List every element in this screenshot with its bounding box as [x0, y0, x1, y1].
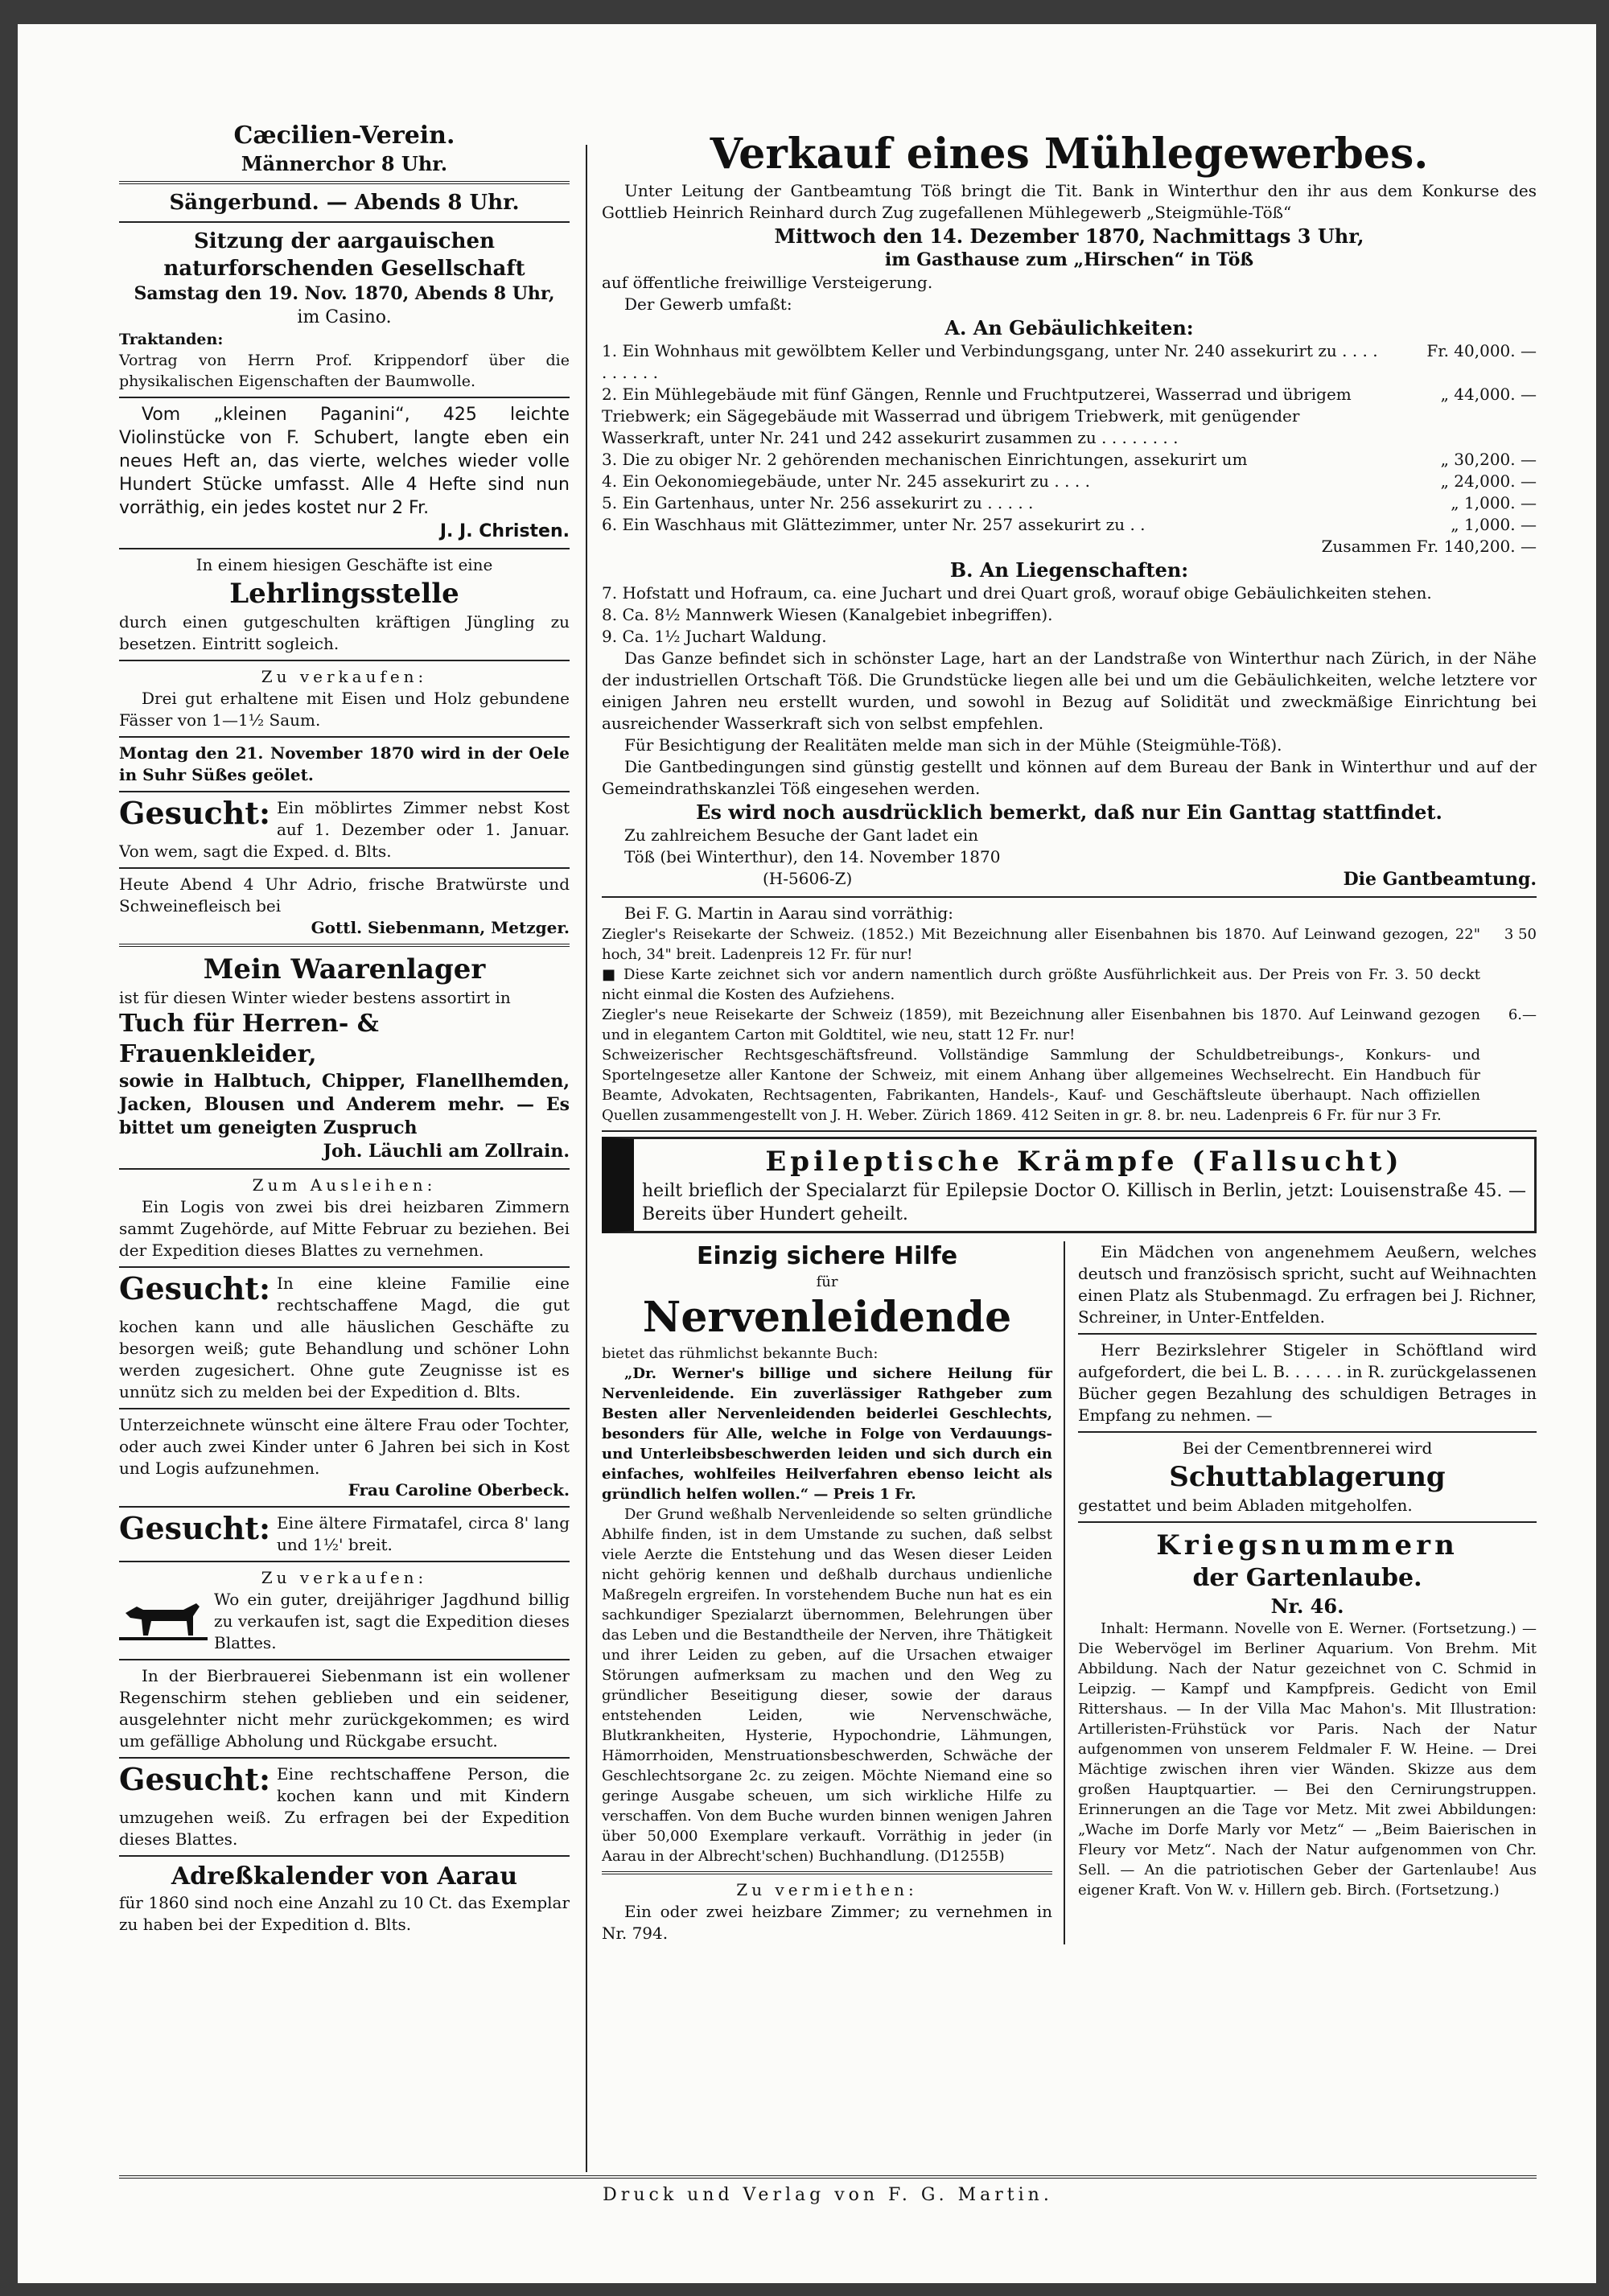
building-item	[602, 340, 1537, 384]
ausleihen-heading: Zum Ausleihen:	[252, 1175, 437, 1195]
sitzung-title: Sitzung der aargauischen naturforschenden Gesellschaft	[163, 229, 525, 281]
verkauf-notice: Es wird noch ausdrücklich bemerkt, daß nur Ein Ganttag stattfindet.	[696, 800, 1442, 824]
property-item: 8. Ca. 8½ Mannwerk Wiesen (Kanalgebiet inbegriffen).	[602, 605, 1053, 624]
krieg-subtitle: der Gartenlaube.	[1192, 1564, 1422, 1592]
building-item-text: 5. Ein Gartenhaus, unter Nr. 256 assekurirt zu . . . . .	[602, 493, 1034, 512]
property-item: 9. Ca. 1½ Juchart Waldung.	[602, 627, 827, 646]
ausleihen-text: Ein Logis von zwei bis drei heizbaren Zimmern sammt Zugehörde, auf Mitte Februar zu beziehen. Bei der Expedition dieses Blattes zu vernehmen.	[119, 1197, 570, 1260]
adrio-signature: Gottl. Siebenmann, Metzger.	[311, 918, 570, 937]
waarenlager-text2: sowie in Halbtuch, Chipper, Flanellhemden, Jacken, Blousen und Anderem mehr. — Es bittet um geneigten Zuspruch	[119, 1071, 570, 1138]
zusammen-total: Zusammen Fr. 140,200. —	[1321, 537, 1537, 556]
building-item	[602, 514, 1537, 536]
building-item-text: 6. Ein Waschhaus mit Glättezimmer, unter Nr. 257 assekurirt zu . .	[602, 515, 1146, 534]
adresskalender-text: für 1860 sind noch eine Anzahl zu 10 Ct. das Exemplar zu haben bei der Expedition d. Blts.	[119, 1893, 570, 1934]
schutt-text: gestattet und beim Abladen mitgeholfen.	[1078, 1496, 1413, 1515]
divider	[119, 2175, 1537, 2179]
martin-list	[602, 924, 1537, 1125]
sitzung-ad	[119, 228, 570, 392]
book-item-text: Schweizerischer Rechtsgeschäftsfreund. Vollständige Sammlung der Schuldbetreibungs-, Konkurs- und Sportelngesetze aller Kantone der Schweiz, mit einem Anhang über allgemeines Wechselrecht. Ein Handbuch für Beamte, Advokaten, Rechtsagenten, Fabrikanten, Handels-, Kauf- und Geschäftsleute überhaupt. Nach offiziellen Quellen zusammengestellt von J. H. Weber. Zürich 1869. 412 Seiten in gr. 8. br. neu. Ladenpreis 6 Fr. für nur 3 Fr.	[602, 1047, 1480, 1124]
verkauf-body1: Das Ganze befindet sich in schönster Lage, hart an der Landstraße von Winterthur nach Zürich, in der Nähe der industriellen Ortschaft Töß. Die Grundstücke liegen alle bei und um die Gebäulichkeiten, welche letztere vor einigen Jahren neu erstellt wurden, und sowohl in Bezug auf Solidität und zweckmäßige Einrichtung bei ausreichender Wasserkraft sich von selbst empfehlen.	[602, 648, 1537, 733]
divider	[119, 1855, 570, 1857]
building-item-amount: „ 30,200. —	[1440, 450, 1537, 469]
divider	[119, 791, 570, 792]
building-item	[602, 449, 1537, 471]
book-item-text: Ziegler's Reisekarte der Schweiz. (1852.) Mit Bezeichnung aller Eisenbahnen bis 1870. Auf Leinwand gezogen, 22" hoch, 34" breit. Ladenpreis 12 Fr. für nur!	[602, 926, 1480, 963]
adrio-text: Heute Abend 4 Uhr Adrio, frische Bratwürste und Schweinefleisch bei	[119, 874, 570, 916]
divider	[119, 1757, 570, 1759]
book-item-price	[1480, 965, 1537, 1005]
verkauf-umfasst: Der Gewerb umfaßt:	[624, 294, 792, 314]
divider	[1078, 1333, 1537, 1335]
waarenlager-text1: ist für diesen Winter wieder bestens assortirt in	[119, 988, 511, 1007]
caecilien-title: Cæcilien-Verein.	[233, 121, 455, 150]
building-item-text: 2. Ein Mühlegebäude mit fünf Gängen, Rennle und Fruchtputzerei, Wasserrad und übrigem Triebwerk; ein Sägegebäude mit Wasserrad und übrigem Triebwerk, mit genügender Wasserkraft, unter Nr. 241 und 242 assekurirt zusammen zu . . . . . . . .	[602, 385, 1352, 447]
left-column	[119, 97, 570, 1936]
krieg-number: Nr. 46.	[1270, 1594, 1344, 1618]
vermiethen-heading: Zu vermiethen:	[736, 1880, 918, 1899]
verkauf-footer-row	[602, 868, 1537, 891]
divider	[119, 660, 570, 661]
faesser-text: Drei gut erhaltene mit Eisen und Holz gebundene Fässer von 1—1½ Saum.	[119, 689, 570, 730]
lehrling-title: Lehrlingsstelle	[229, 578, 459, 610]
gesucht-label: Gesucht:	[119, 1512, 270, 1546]
right-column	[602, 97, 1537, 1944]
book-item-text: ■ Diese Karte zeichnet sich vor andern namentlich durch größte Ausführlichkeit aus. Der Preis von Fr. 3. 50 deckt nicht einmal die Kosten des Aufziehens.	[602, 966, 1480, 1003]
lower-right-section	[602, 1241, 1537, 1944]
regenschirm-ad: In der Bierbrauerei Siebenmann ist ein wollener Regenschirm stehen geblieben und ein seidener, ausgelehnter nicht mehr zurückgekommen; es wird um gefällige Abholung und Rückgabe ersucht.	[119, 1666, 570, 1751]
nerven-ad	[602, 1241, 1052, 1866]
lehrling-text: durch einen gutgeschulten kräftigen Jüngling zu besetzen. Eintritt sogleich.	[119, 612, 570, 653]
column-divider	[586, 145, 587, 2172]
book-item	[602, 924, 1537, 965]
epilepsie-title: Epileptische Krämpfe (Fallsucht)	[765, 1146, 1403, 1178]
adresskalender-title: Adreßkalender von Aarau	[171, 1862, 518, 1891]
oberbeck-ad	[119, 1414, 570, 1501]
jagdhund-text: Wo ein guter, dreijähriger Jagdhund billig zu verkaufen ist, sagt die Expedition dieses Blattes.	[214, 1590, 570, 1652]
misc-column	[1065, 1241, 1537, 1944]
verkauf-place-date: Töß (bei Winterthur), den 14. November 1870	[624, 847, 1001, 866]
verkauf-code: (H-5606-Z)	[763, 869, 853, 888]
gesucht-firmatafel-text: Eine ältere Firmatafel, circa 8' lang und 1½' breit.	[277, 1513, 570, 1554]
book-item-price: 3 50	[1504, 926, 1537, 943]
divider	[1078, 1431, 1537, 1433]
gesucht-zimmer-ad	[119, 797, 570, 862]
adrio-ad	[119, 874, 570, 939]
traktanden-text: Vortrag von Herrn Prof. Krippendorf über die physikalischen Eigenschaften der Baumwolle.	[119, 352, 570, 390]
building-item-amount: „ 44,000. —	[1440, 385, 1537, 404]
page-footer	[119, 2171, 1537, 2207]
traktanden-label: Traktanden:	[119, 331, 224, 348]
schutt-title: Schuttablagerung	[1169, 1461, 1446, 1493]
building-item-amount: „ 1,000. —	[1451, 515, 1537, 534]
book-item-price: 6.—	[1508, 1006, 1537, 1023]
adresskalender-ad	[119, 1862, 570, 1936]
verkauf-versteigerung: auf öffentliche freiwillige Versteigerung.	[602, 273, 933, 292]
waarenlager-big: Tuch für Herren- & Frauenkleider,	[119, 1010, 379, 1068]
divider	[1078, 1521, 1537, 1523]
sitzung-place: im Casino.	[297, 307, 392, 327]
book-item	[602, 1045, 1537, 1125]
divider	[119, 181, 570, 184]
divider	[119, 1561, 570, 1562]
verkaufen-heading: Zu verkaufen:	[261, 1568, 428, 1587]
divider	[119, 1168, 570, 1170]
gesucht-person-text: Eine rechtschaffene Person, die kochen kann und mit Kindern umzugehen weiß. Zu erfragen bei der Expedition dieses Blattes.	[119, 1764, 570, 1849]
gesucht-firmatafel-ad	[119, 1512, 570, 1556]
divider	[119, 548, 570, 549]
building-list	[602, 340, 1537, 536]
caecilien-sub: Männerchor 8 Uhr.	[241, 152, 448, 175]
krieg-text: Inhalt: Hermann. Novelle von E. Werner. (Fortsetzung.) — Die Webervögel im Berliner Aquarium. Von Brehm. Mit Abbildung. Nach der Natur gezeichnet von C. Schmid in Leipzig. — Kampf und Kampfpreis. Gedicht von Emil Rittershaus. — In der Villa Mac Mahon's. Mit Illustration: Artilleristen-Frühstück vor Paris. Nach der Natur aufgenommen von unserem Feldmaler F. W. Heine. — Drei Mächtige zwischen ihren vier Wänden. Skizze aus dem großen Hauptquartier. — Bei den Cernirungstruppen. Erinnerungen an die Tage vor Metz. Mit zwei Abbildungen: „Wache im Dorfe Marly vor Metz“ — „Beim Baierischen in Fleury vor Metz“. Nach der Natur aufgenommen von Chr. Sell. — An die patriotischen Geber der Gartenlaube! Aus eigener Kraft. Von W. v. Hillern geb. Birch. (Fortsetzung.)	[1078, 1620, 1537, 1899]
verkauf-place: im Gasthause zum „Hirschen“ in Töß	[884, 249, 1254, 270]
verkauf-invite: Zu zahlreichem Besuche der Gant ladet ein	[624, 825, 979, 845]
ausleihen-ad	[119, 1175, 570, 1261]
nerven-title: Nervenleidende	[642, 1293, 1012, 1342]
divider	[119, 1266, 570, 1268]
nerven-heading: Einzig sichere Hilfe	[696, 1242, 958, 1270]
nerven-intro: bietet das rühmlichst bekannte Buch:	[602, 1345, 879, 1362]
divider	[119, 944, 570, 947]
divider	[119, 736, 570, 738]
divider	[119, 1506, 570, 1508]
building-item-text: 3. Die zu obiger Nr. 2 gehörenden mechanischen Einrichtungen, assekurirt um	[602, 450, 1248, 469]
vermiethen-text: Ein oder zwei heizbare Zimmer; zu vernehmen in Nr. 794.	[602, 1902, 1052, 1943]
paganini-signature: J. J. Christen.	[439, 521, 570, 541]
waarenlager-signature: Joh. Läuchli am Zollrain.	[323, 1141, 570, 1162]
building-item-text: 4. Ein Oekonomiegebäude, unter Nr. 245 assekurirt zu . . . .	[602, 471, 1090, 491]
schutt-intro: Bei der Cementbrennerei wird	[1182, 1438, 1433, 1458]
vermiethen-ad	[602, 1879, 1052, 1944]
gesucht-label: Gesucht:	[119, 1763, 270, 1797]
divider	[119, 867, 570, 869]
martin-ad	[602, 903, 1537, 1125]
verkaufen-heading: Zu verkaufen:	[261, 667, 428, 686]
gesucht-zimmer-text: Ein möblirtes Zimmer nebst Kost auf 1. Dezember oder 1. Januar. Von wem, sagt die Exped. d. Blts.	[119, 798, 570, 861]
verkauf-ad	[602, 129, 1537, 891]
waarenlager-title: Mein Waarenlager	[203, 953, 486, 985]
verkauf-body3: Die Gantbedingungen sind günstig gestellt und können auf dem Bureau der Bank in Winterthur und auf der Gemeindrathskanzlei Töß eingesehen werden.	[602, 757, 1537, 798]
verkauf-intro: Unter Leitung der Gantbeamtung Töß bringt die Tit. Bank in Winterthur den ihr aus dem Konkurse des Gottlieb Heinrich Reinhard durch Zug zugefallenen Mühlegewerb „Steigmühle-Töß“	[602, 181, 1537, 222]
saengerbund-ad: Sängerbund. — Abends 8 Uhr.	[169, 191, 520, 215]
krieg-title: Kriegsnummern	[1156, 1529, 1459, 1562]
gesucht-label: Gesucht:	[119, 797, 270, 831]
divider	[119, 1408, 570, 1409]
divider	[602, 896, 1537, 898]
gesucht-magd-text: In eine kleine Familie eine rechtschaffene Magd, die gut kochen kann und alle häuslichen Geschäfte zu besorgen weiß; gute Behandlung und schöner Lohn werden zugesichert. Ohne gute Zeugnisse ist es unnütz sich zu melden bei der Expedition d. Blts.	[119, 1273, 570, 1401]
verkauf-signature: Die Gantbeamtung.	[1343, 869, 1537, 890]
maedchen-ad: Ein Mädchen von angenehmem Aeußern, welches deutsch und französisch spricht, sucht auf Weihnachten einen Platz als Stubenmagd. Zu erfragen bei J. Richner, Schreiner, in Unter-Entfelden.	[1078, 1242, 1537, 1327]
divider	[602, 1871, 1052, 1874]
verkauf-title: Verkauf eines Mühlegewerbes.	[710, 130, 1429, 179]
epilepsie-ad	[602, 1137, 1537, 1233]
gesucht-magd-ad	[119, 1273, 570, 1403]
newspaper-page	[18, 24, 1596, 2283]
property-item: 7. Hofstatt und Hofraum, ca. eine Juchart und drei Quart groß, worauf obige Gebäulichkeiten stehen.	[602, 583, 1432, 603]
building-item	[602, 492, 1537, 514]
krieg-ad	[1078, 1528, 1537, 1900]
building-item-amount: „ 1,000. —	[1451, 493, 1537, 512]
building-item-text: 1. Ein Wohnhaus mit gewölbtem Keller und Verbindungsgang, unter Nr. 240 assekurirt zu . . . . . . . . . .	[602, 341, 1378, 382]
book-item	[602, 965, 1537, 1005]
nerven-body: Der Grund weßhalb Nervenleidende so selten gründliche Abhilfe finden, ist in dem Umstande zu suchen, daß selbst viele Aerzte die Entstehung und das Wesen dieser Leiden nicht gehörig kennen und deßhalb durchaus undienliche Maßregeln ergreifen. In vorstehendem Buche nun hat es ein sachkundiger Spezialarzt übernommen, Belehrungen über das Leben und die Bestandtheile der Nerven, ihre Thätigkeit und ihrer Leiden zu geben, auf die Ursachen etwaiger Störungen aufmerksam zu machen und den Weg zu gründlicher Beseitigung dieser, sowie der daraus entstehenden Leiden, wie Nervenschwäche, Blutkrankheiten, Hysterie, Hypochondrie, Lähmungen, Hämorrhoiden, Menstruationsbeschwerden, Schwäche der Geschlechtsorgane 2c. zu zeigen. Möchte Niemand eine so geringe Ausgabe scheuen, um sich wirkliche Hilfe zu verschaffen. Von dem Buche wurden binnen wenigen Jahren über 50,000 Exemplare verkauft. Vorräthig in jeder (in Aarau in der Albrecht'schen) Buchhandlung. (D1255B)	[602, 1506, 1052, 1865]
divider	[602, 1130, 1537, 1132]
divider	[119, 221, 570, 223]
faesser-ad	[119, 666, 570, 731]
martin-intro: Bei F. G. Martin in Aarau sind vorräthig:	[624, 903, 954, 923]
gesucht-label: Gesucht:	[119, 1273, 270, 1306]
building-item	[602, 471, 1537, 492]
divider	[119, 1659, 570, 1660]
montag-ad: Montag den 21. November 1870 wird in der Oele in Suhr Süßes geölet.	[119, 743, 570, 784]
sitzung-date: Samstag den 19. Nov. 1870, Abends 8 Uhr,	[134, 283, 555, 304]
oberbeck-signature: Frau Caroline Oberbeck.	[348, 1480, 570, 1500]
imprint: Druck und Verlag von F. G. Martin.	[603, 2185, 1053, 2205]
paganini-ad	[119, 403, 570, 543]
schutt-ad	[1078, 1438, 1537, 1516]
oberbeck-text: Unterzeichnete wünscht eine ältere Frau oder Tochter, oder auch zwei Kinder unter 6 Jahren bei sich in Kost und Logis aufzunehmen.	[119, 1415, 570, 1478]
property-list	[602, 582, 1537, 648]
nerven-fuer: für	[816, 1273, 838, 1290]
jagdhund-ad	[119, 1567, 570, 1654]
divider	[119, 397, 570, 398]
book-item	[602, 1005, 1537, 1045]
section-a-heading: A. An Gebäulichkeiten:	[944, 316, 1194, 339]
nerven-column	[602, 1241, 1065, 1944]
book-item-price	[1480, 1045, 1537, 1125]
paganini-text: Vom „kleinen Paganini“, 425 leichte Violinstücke von F. Schubert, langte eben ein neues Heft an, das vierte, welches wieder volle Hundert Stücke umfasst. Alle 4 Hefte sind nun vorräthig, ein jedes kostet nur 2 Fr.	[119, 405, 570, 518]
building-item	[602, 384, 1537, 449]
epilepsie-text: heilt brieflich der Specialarzt für Epilepsie Doctor O. Killisch in Berlin, jetzt: Louisenstraße 45. — Bereits über Hundert geheilt.	[642, 1181, 1526, 1224]
dog-illustration	[119, 1589, 208, 1645]
gesucht-person-ad	[119, 1763, 570, 1850]
caecilien-ad	[119, 121, 570, 176]
nerven-quote: „Dr. Werner's billige und sichere Heilung für Nervenleidende. Ein zuverlässiger Rathgeber zum Besten aller Nervenleidenden beiderlei Geschlechts, besonders für Alle, welche in Folge von Verdauungs- und Unterleibsbeschwerden leiden und sich durch ein einfaches, wohlfeiles Heilverfahren ebenso leicht als gründlich helfen wollen.“ — Preis 1 Fr.	[602, 1365, 1052, 1503]
lehrling-ad	[119, 554, 570, 655]
book-item-text: Ziegler's neue Reisekarte der Schweiz (1859), mit Bezeichnung aller Eisenbahnen bis 1870. Auf Leinwand gezogen und in elegantem Carton mit Goldtitel, wie neu, statt 12 Fr. nur!	[602, 1006, 1480, 1043]
building-item-amount: Fr. 40,000. —	[1426, 341, 1537, 360]
waarenlager-ad	[119, 952, 570, 1163]
building-item-amount: „ 24,000. —	[1440, 471, 1537, 491]
verkauf-date: Mittwoch den 14. Dezember 1870, Nachmittags 3 Uhr,	[774, 224, 1364, 248]
verkauf-body2: Für Besichtigung der Realitäten melde man sich in der Mühle (Steigmühle-Töß).	[624, 735, 1282, 755]
stigeler-ad: Herr Bezirkslehrer Stigeler in Schöftland wird aufgefordert, die bei L. B. . . . . . in R. zurückgelassenen Bücher gegen Bezahlung des schuldigen Betrages in Empfang zu nehmen. —	[1078, 1340, 1537, 1425]
section-b-heading: B. An Liegenschaften:	[949, 558, 1189, 582]
lehrling-intro: In einem hiesigen Geschäfte ist eine	[195, 555, 493, 574]
